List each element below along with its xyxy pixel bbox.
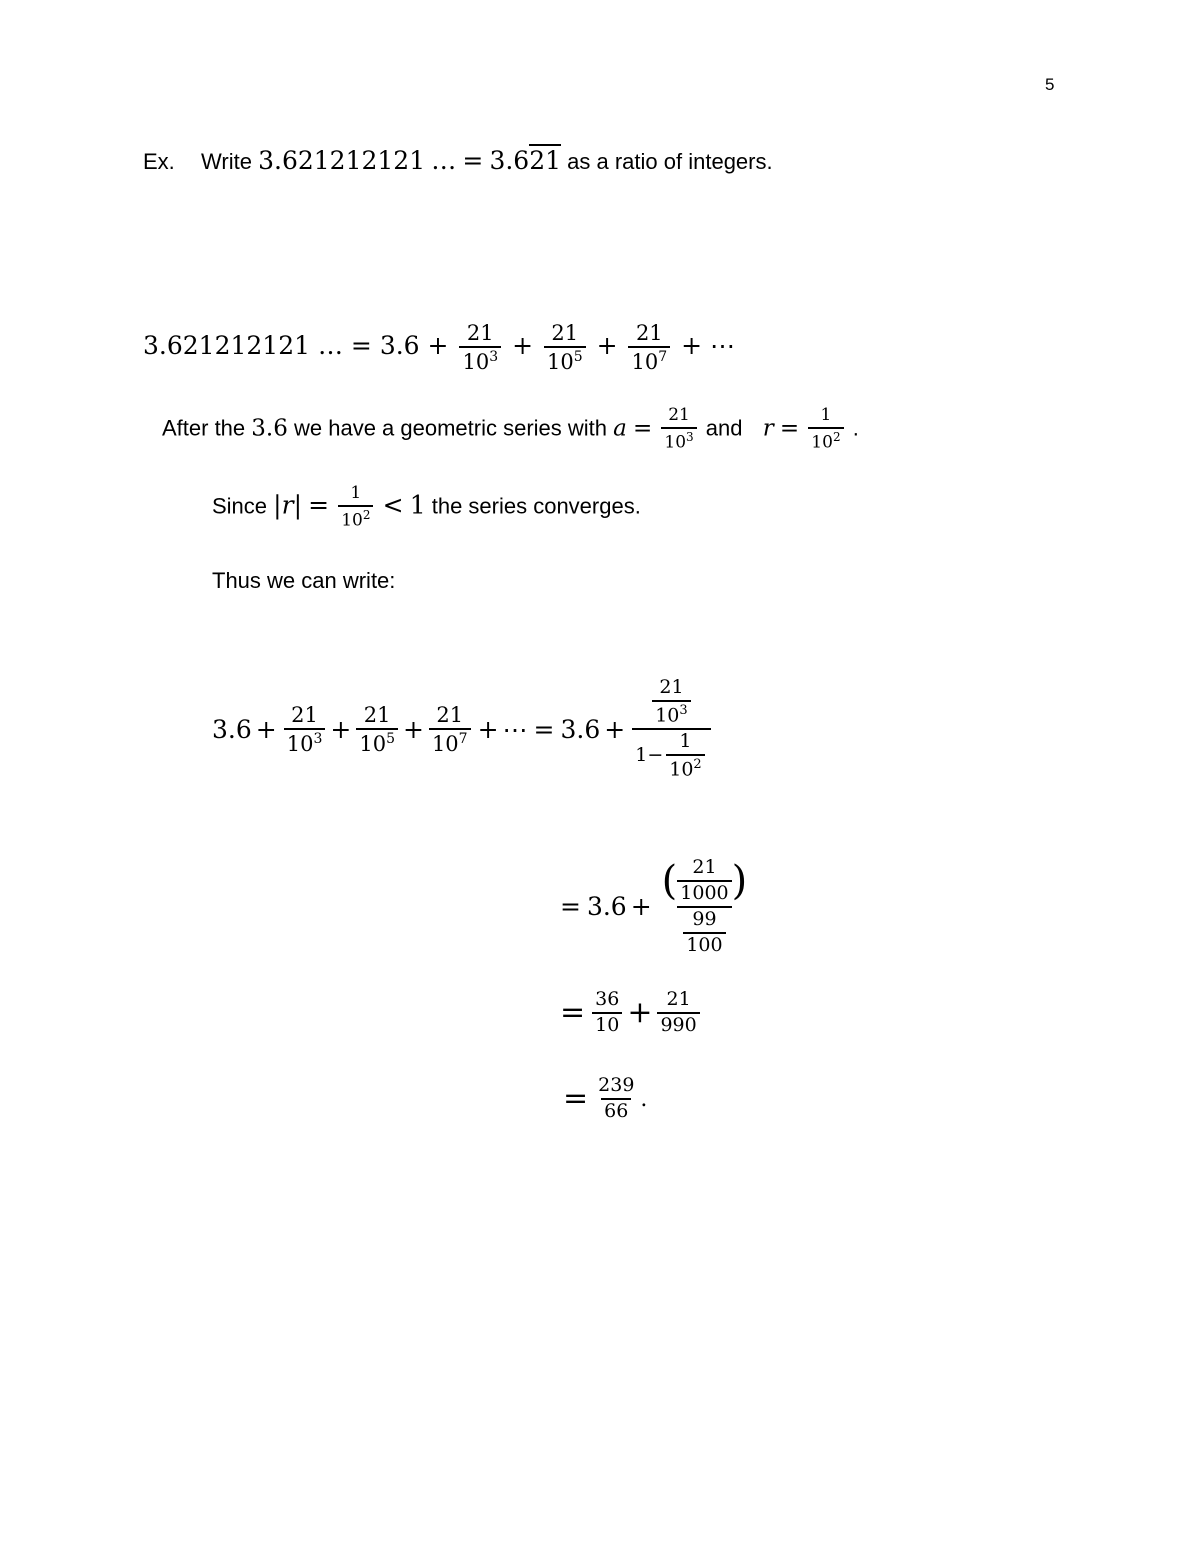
plus-sign: + bbox=[627, 995, 653, 1031]
equals-sign: = bbox=[779, 415, 800, 442]
after-text: After the bbox=[162, 415, 246, 441]
and-text: and bbox=[705, 415, 743, 441]
plus-sign: + bbox=[402, 714, 424, 744]
term-3-6: 3.6 bbox=[560, 714, 601, 744]
problem-statement bbox=[143, 146, 773, 175]
equals-sign: = bbox=[533, 714, 555, 744]
since-text: Since bbox=[212, 493, 268, 519]
geometric-series-line bbox=[162, 407, 859, 452]
fraction-21-over-10-5: $\frac{21}{10^5}$ bbox=[356, 704, 398, 755]
page-number: 5 bbox=[1045, 75, 1055, 94]
decimal-value: 3.621212121 bbox=[258, 146, 426, 175]
equals-sign: = bbox=[632, 415, 653, 442]
sum-formula bbox=[212, 678, 714, 780]
plus-sign: + bbox=[604, 714, 626, 744]
repeating-digits: 21 bbox=[529, 146, 562, 175]
period: . bbox=[640, 1086, 648, 1112]
fraction-21-over-10-3: $\frac{21}{10^3}$ bbox=[459, 322, 501, 373]
repeat-prefix: 3.6 bbox=[489, 146, 530, 175]
term-3-6: 3.6 bbox=[251, 415, 288, 442]
equals-sign: = bbox=[308, 490, 330, 520]
var-r: r bbox=[281, 490, 294, 520]
plus-sign: + bbox=[681, 331, 703, 361]
write-word: Write bbox=[201, 149, 252, 174]
equals-sign: = bbox=[560, 995, 586, 1031]
plus-sign: + bbox=[427, 331, 449, 361]
compound-fraction: ( 21 1000 ) $\frac{99}{100}$ bbox=[661, 856, 748, 956]
plus-sign: + bbox=[630, 892, 652, 922]
plus-sign: + bbox=[255, 714, 277, 744]
fraction-a-value: $\frac{21}{10^3}$ bbox=[661, 407, 696, 452]
number-one: 1 bbox=[409, 490, 426, 520]
thus-line: Thus we can write: bbox=[212, 568, 396, 593]
ex-label: Ex. bbox=[143, 149, 175, 174]
fraction-21-over-10-3: $\frac{21}{10^3}$ bbox=[284, 704, 326, 755]
after-mid-text: we have a geometric series with bbox=[293, 415, 608, 441]
equals-sign: = bbox=[560, 892, 581, 922]
fraction-r-value: $\frac{1}{10^2}$ bbox=[808, 407, 843, 452]
ellipsis: … bbox=[317, 331, 343, 361]
series-expansion bbox=[143, 322, 735, 373]
less-than: < bbox=[382, 490, 404, 520]
step-three bbox=[560, 990, 703, 1036]
fraction-21-over-10-5: $\frac{21}{10^5}$ bbox=[544, 322, 586, 373]
plus-sign: + bbox=[596, 331, 618, 361]
period: . bbox=[852, 415, 859, 441]
term-3-6: 3.6 bbox=[379, 331, 420, 361]
term-3-6: 3.6 bbox=[586, 892, 627, 922]
term-3-6: 3.6 bbox=[212, 714, 252, 744]
ellipsis: … bbox=[431, 146, 457, 175]
fraction-239-over-66: $\frac{239}{66}$ bbox=[598, 1074, 635, 1122]
fraction-36-over-10: $\frac{36}{10}$ bbox=[592, 990, 622, 1036]
var-a: a bbox=[613, 415, 627, 442]
equals-sign: = bbox=[350, 331, 372, 361]
fraction-r-value: $\frac{1}{10^2}$ bbox=[338, 485, 373, 530]
equals-sign: = bbox=[462, 146, 484, 175]
fraction-21-over-10-7: $\frac{21}{10^7}$ bbox=[628, 322, 670, 373]
plus-sign: + bbox=[330, 714, 352, 744]
cdots: ⋯ bbox=[710, 331, 735, 361]
var-r: r bbox=[762, 415, 774, 442]
fraction-21-over-10-7: $\frac{21}{10^7}$ bbox=[429, 704, 471, 755]
geometric-sum-fraction: $\frac{21}{10^3}$ 1 − $\frac{1}{10^2}$ bbox=[632, 678, 710, 780]
ratio-text: as a ratio of integers. bbox=[567, 149, 773, 174]
convergence-line: Since |r| = $\frac{1}{10^2}$ < 1 the series converges. bbox=[212, 483, 641, 531]
final-answer bbox=[563, 1076, 647, 1122]
plus-sign: + bbox=[512, 331, 534, 361]
decimal-value: 3.621212121 bbox=[143, 331, 311, 361]
fraction-21-over-990: $\frac{21}{990}$ bbox=[657, 990, 699, 1036]
converges-text: the series converges. bbox=[431, 493, 641, 519]
equals-sign: = bbox=[563, 1081, 589, 1117]
plus-sign: + bbox=[477, 714, 499, 744]
cdots: ⋯ bbox=[502, 714, 528, 744]
step-two bbox=[560, 858, 753, 956]
